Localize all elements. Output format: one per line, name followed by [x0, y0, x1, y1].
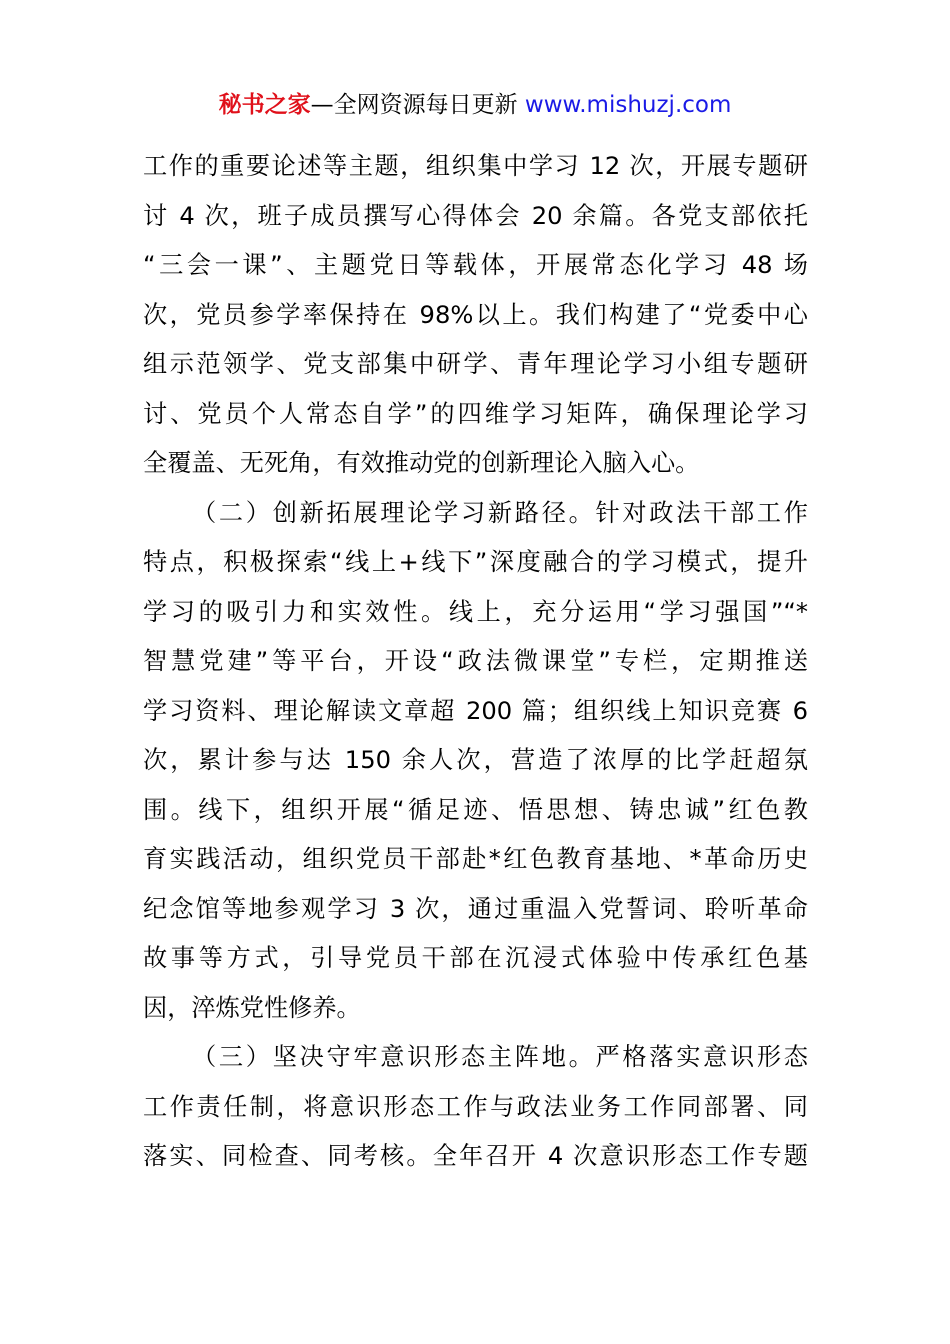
text-line: 全覆盖、无死角，有效推动党的创新理论入脑入心。: [143, 449, 700, 477]
text-line: 故事等方式，引导党员干部在沉浸式体验中传承红色基: [143, 944, 808, 972]
text-line: 组示范领学、党支部集中研学、青年理论学习小组专题研: [143, 350, 808, 378]
text-line: 次，党员参学率保持在 98%以上。我们构建了“党委中心: [143, 300, 808, 329]
text-line: 讨 4 次，班子成员撰写心得体会 20 余篇。各党支部依托: [143, 201, 808, 230]
text-line: 学习的吸引力和实效性。线上，充分运用“学习强国”“*: [143, 597, 808, 626]
text-line: 育实践活动，组织党员干部赴*红色教育基地、*革命历史: [143, 845, 808, 873]
text-line: 落实、同检查、同考核。全年召开 4 次意识形态工作专题: [143, 1142, 808, 1170]
site-header: [0, 88, 950, 122]
text-line: “三会一课”、主题党日等载体，开展常态化学习 48 场: [143, 251, 808, 279]
brand-name: 秘书之家: [218, 92, 311, 118]
text-line: 次，累计参与达 150 余人次，营造了浓厚的比学赶超氛: [143, 746, 808, 774]
text-line: 纪念馆等地参观学习 3 次，通过重温入党誓词、聆听革命: [143, 894, 808, 923]
section-heading-line: （二）创新拓展理论学习新路径。针对政法干部工作: [192, 498, 808, 527]
document-body: [143, 142, 808, 1182]
text-line: 工作的重要论述等主题，组织集中学习 12 次，开展专题研: [143, 152, 808, 180]
text-line: 学习资料、理论解读文章超 200 篇；组织线上知识竞赛 6: [143, 696, 808, 725]
text-line: 工作责任制，将意识形态工作与政法业务工作同部署、同: [143, 1092, 808, 1121]
text-line: 围。线下，组织开展“循足迹、悟思想、铸忠诚”红色教: [143, 795, 808, 824]
header-tagline: —全网资源每日更新: [310, 92, 525, 118]
site-url: www.mishuzj.com: [524, 92, 732, 118]
section-heading-line: （三）坚决守牢意识形态主阵地。严格落实意识形态: [192, 1043, 808, 1071]
text-line: 特点，积极探索“线上+线下”深度融合的学习模式，提升: [143, 548, 808, 576]
text-line: 讨、党员个人常态自学”的四维学习矩阵，确保理论学习: [143, 399, 808, 428]
text-line: 因，淬炼党性修养。: [143, 993, 361, 1022]
text-line: 智慧党建”等平台，开设“政法微课堂”专栏，定期推送: [143, 647, 808, 675]
